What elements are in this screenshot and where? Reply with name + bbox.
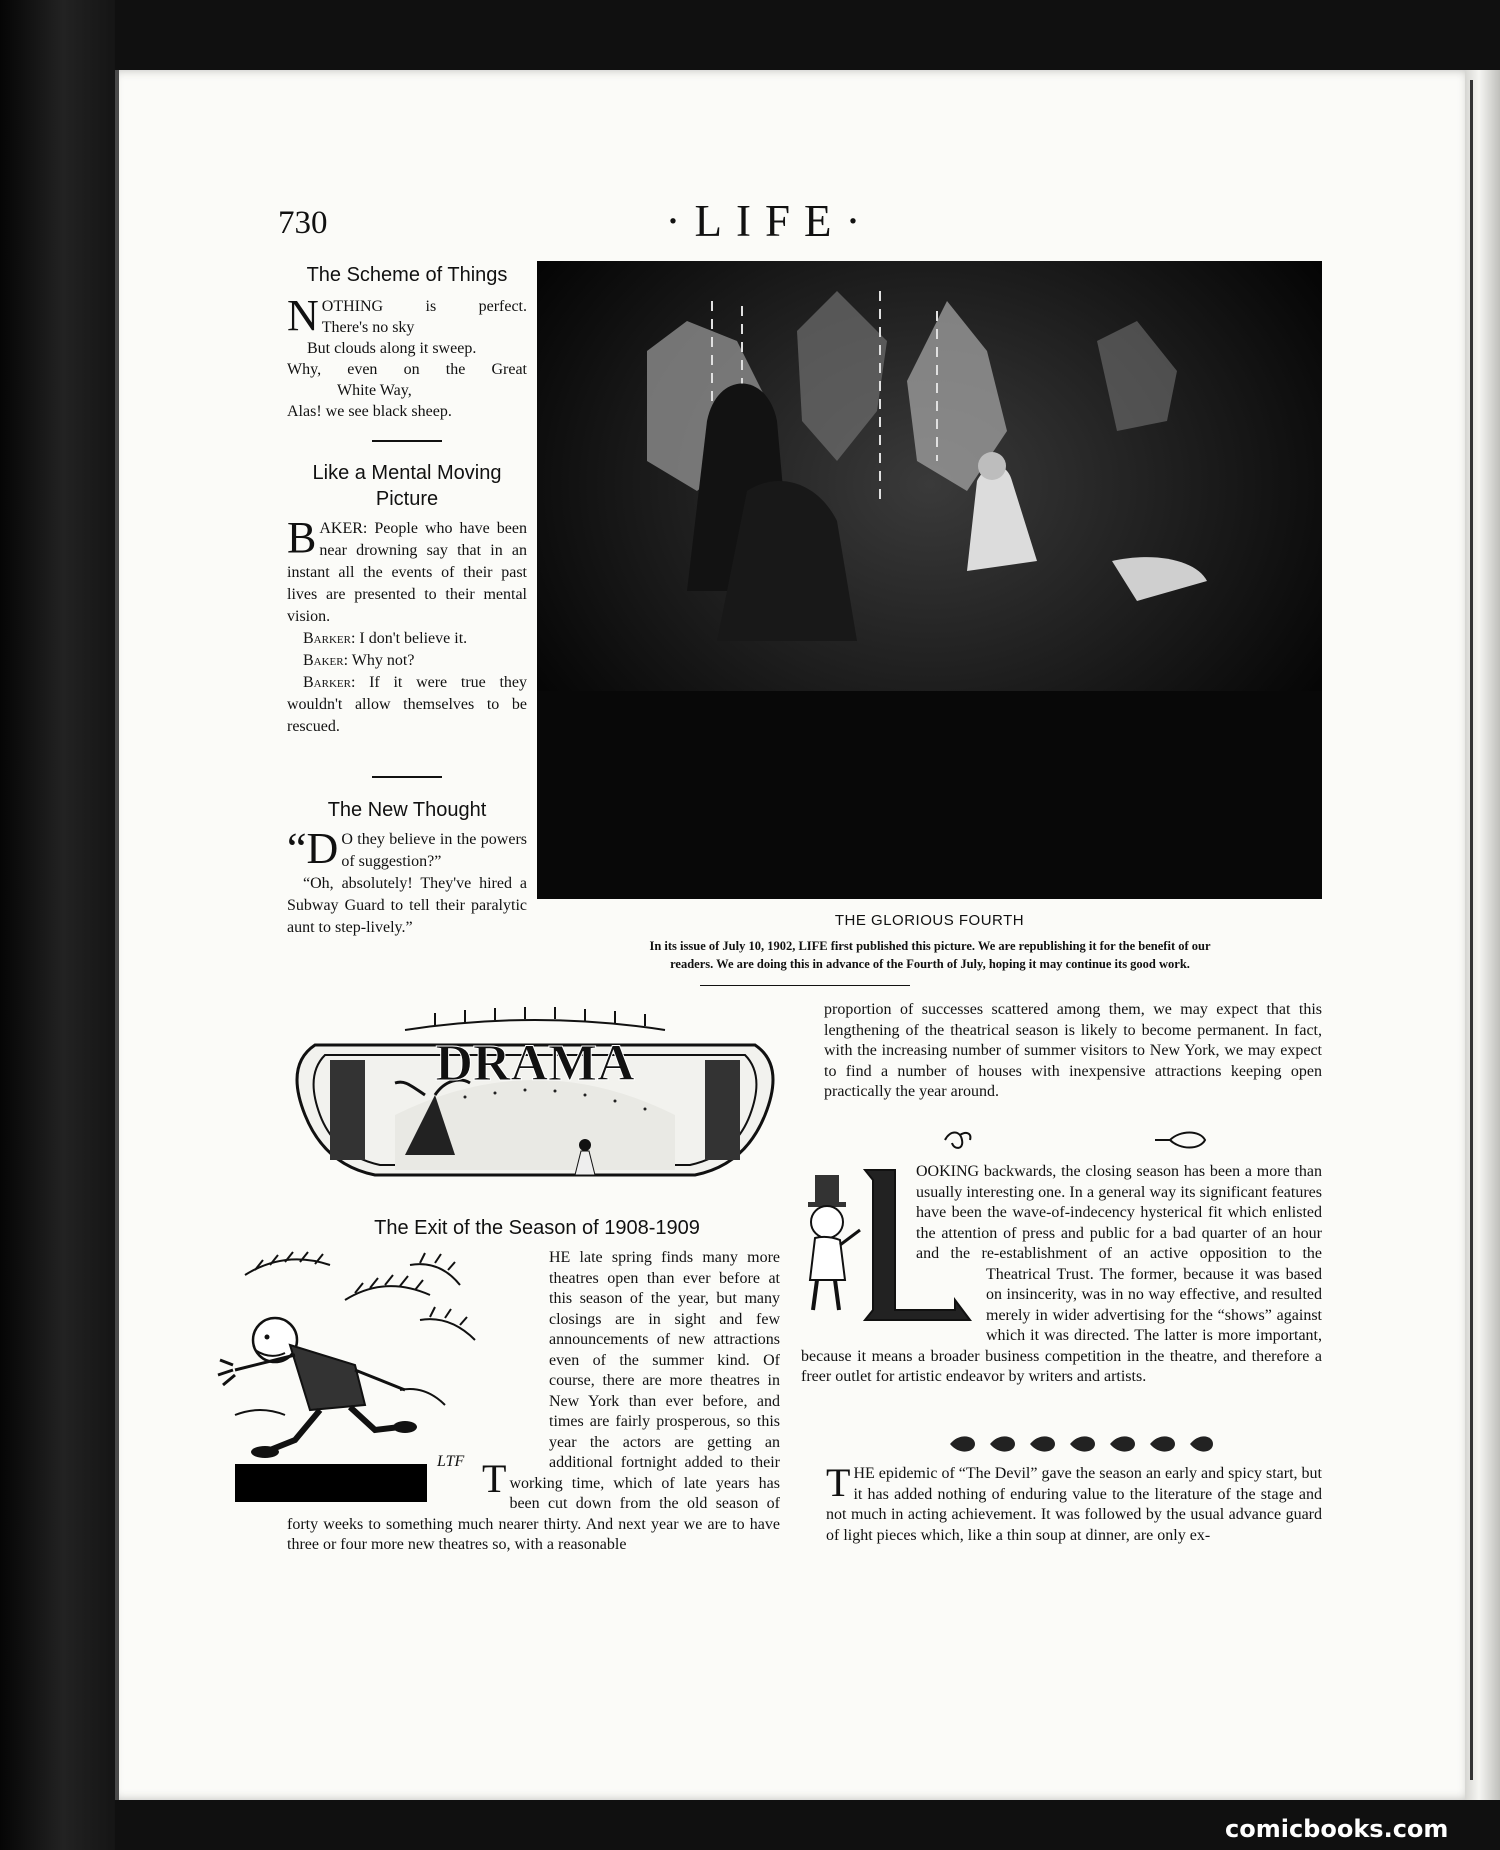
- thought-quote-mark: “: [287, 824, 307, 873]
- drama-banner-art: [285, 1005, 785, 1200]
- drop-cap-wrap-space: [801, 1162, 916, 1270]
- scheme-title: The Scheme of Things: [306, 264, 508, 286]
- scheme-drop-letter: N: [287, 291, 319, 340]
- mental-p4: [287, 672, 527, 738]
- speaker-barker: Barker: [303, 630, 351, 647]
- thought-p1-text: O they believe in the powers of suggestion?”: [341, 831, 527, 870]
- mental-p2-text: : I don't believe it.: [350, 630, 468, 647]
- book-spine-left: [0, 0, 115, 1850]
- mental-p2: [287, 628, 527, 650]
- devil-text: [826, 1460, 1322, 1546]
- glorious-fourth-photo: [537, 261, 1322, 899]
- mental-p4-text: : If it were true they wouldn't allow themselves to be rescued.: [287, 674, 527, 735]
- photo-caption: [540, 937, 1320, 973]
- scheme-line-1: OTHING is perfect.: [321, 298, 527, 315]
- fleuron-ornament-icon: [940, 1125, 1240, 1155]
- scheme-line-4: Why, even on the Great: [287, 361, 527, 378]
- scheme-poem: [287, 291, 527, 422]
- mental-article: [287, 460, 527, 738]
- caption-divider: [700, 985, 910, 986]
- photo-caption-line-2: readers. We are doing this in advance of the Fourth of July, hoping it may continue its good work.: [670, 957, 1190, 971]
- binding-thread: [1470, 80, 1473, 1780]
- cartoon-wrap-space: [287, 1248, 549, 1460]
- exit-season-article: [287, 1248, 780, 1556]
- exit-season-heading: The Exit of the Season of 1908-1909: [374, 1217, 700, 1239]
- thought-p1: [287, 824, 527, 873]
- mental-p1-text: AKER: People who have been near drowning say that in an instant all the events of their past lives are presented to their mental vision.: [287, 520, 527, 625]
- exit-season-body: HE late spring finds many more theatres open than ever before at this season of the year, but many closings are in sight and few announcements of new attractions even of the summer kind. Of course, there are more theatres in New York than ever before, and times are fairly prosperous, so this year the actors are getting an additional fortnight added to their working time, which of late years has been cut down from the old season of forty weeks to something much nearer thirty. And next year we are to have three or four more new theatres so, with a reasonable: [287, 1249, 780, 1553]
- masthead-title: ·LIFE·: [665, 196, 875, 246]
- continuation-text: proportion of successes scattered among them, we may expect that this lengthening of the theatrical season is likely to become permanent. In fact, with the increasing number of summer visitors to New York, we may expect to find a number of houses with inexpensive attractions keeping open practically the year around.: [824, 1001, 1322, 1100]
- exit-drop-letter: T: [482, 1456, 507, 1501]
- speaker-barker: Barker: [303, 674, 351, 691]
- devil-article: [826, 1460, 1322, 1546]
- mental-title: Like a Mental Moving Picture: [312, 462, 502, 510]
- artist-signature: LTF: [437, 1453, 465, 1470]
- section-divider: [372, 440, 442, 442]
- scheme-line-6: Alas! we see black sheep.: [287, 403, 452, 420]
- photo-caption-line-1: In its issue of July 10, 1902, LIFE first published this picture. We are republishing it for the benefit of our: [649, 939, 1211, 953]
- thought-drop-letter: [287, 824, 339, 873]
- speaker-baker: Baker: [303, 652, 344, 669]
- devil-drop-letter: T: [826, 1460, 851, 1505]
- drama-banner-text: DRAMA: [435, 1035, 635, 1092]
- devil-body: HE epidemic of “The Devil” gave the season an early and spicy start, but it has added nothing of enduring value to the literature of the stage and not much in acting achievement. It was followed by the usual advance guard of light pieces which, like a thin soup at dinner, are only ex-: [826, 1465, 1322, 1544]
- thought-title: The New Thought: [327, 799, 487, 821]
- mental-p1: [287, 513, 527, 628]
- section-divider: [372, 776, 442, 778]
- photo-caption-title: THE GLORIOUS FOURTH: [834, 912, 1025, 929]
- mental-drop-letter: B: [287, 513, 317, 562]
- mental-p3-text: : Why not?: [343, 652, 415, 669]
- mental-p3: [287, 650, 527, 672]
- page-number: 730: [278, 205, 328, 241]
- scheme-line-5: White Way,: [337, 382, 412, 399]
- looking-backwards-article: [801, 1162, 1322, 1388]
- watermark-text: comicbooks.com: [1225, 1815, 1449, 1843]
- scheme-article: [287, 262, 527, 422]
- scheme-line-2: There's no sky: [321, 319, 415, 336]
- thought-article: [287, 797, 527, 939]
- drama-banner-illustration: [285, 1005, 785, 1200]
- leaf-row-ornament-icon: [945, 1430, 1215, 1458]
- scheme-line-3: But clouds along it sweep.: [307, 340, 477, 357]
- looking-backwards-body: OOKING backwards, the closing season has been a more than usually interesting one. In a general way its significant features have been the wave-of-indecency hysterical fit which enlisted the attention of press and public for a bad quarter of an hour and the re-establishment of an active opposition to the Theatrical Trust. The former, because it was based on insincerity, was in no way effective, and resulted merely in wider advertising for the “shows” against which it was directed. The latter is more important, because it means a broader business competition in the theatre, and therefore a freer outlet for artistic endeavor by writers and artists.: [801, 1163, 1322, 1385]
- thought-drop-letter-d: D: [306, 824, 339, 873]
- drama-continuation: [824, 1000, 1322, 1103]
- drop-cap-wrap-space-lower: [801, 1270, 986, 1342]
- photo-illustration: [537, 261, 1322, 899]
- cartoon-wrap-space-lower: [287, 1460, 482, 1512]
- thought-p2: “Oh, absolutely! They've hired a Subway Guard to tell their paralytic aunt to step-lively.”: [287, 875, 527, 936]
